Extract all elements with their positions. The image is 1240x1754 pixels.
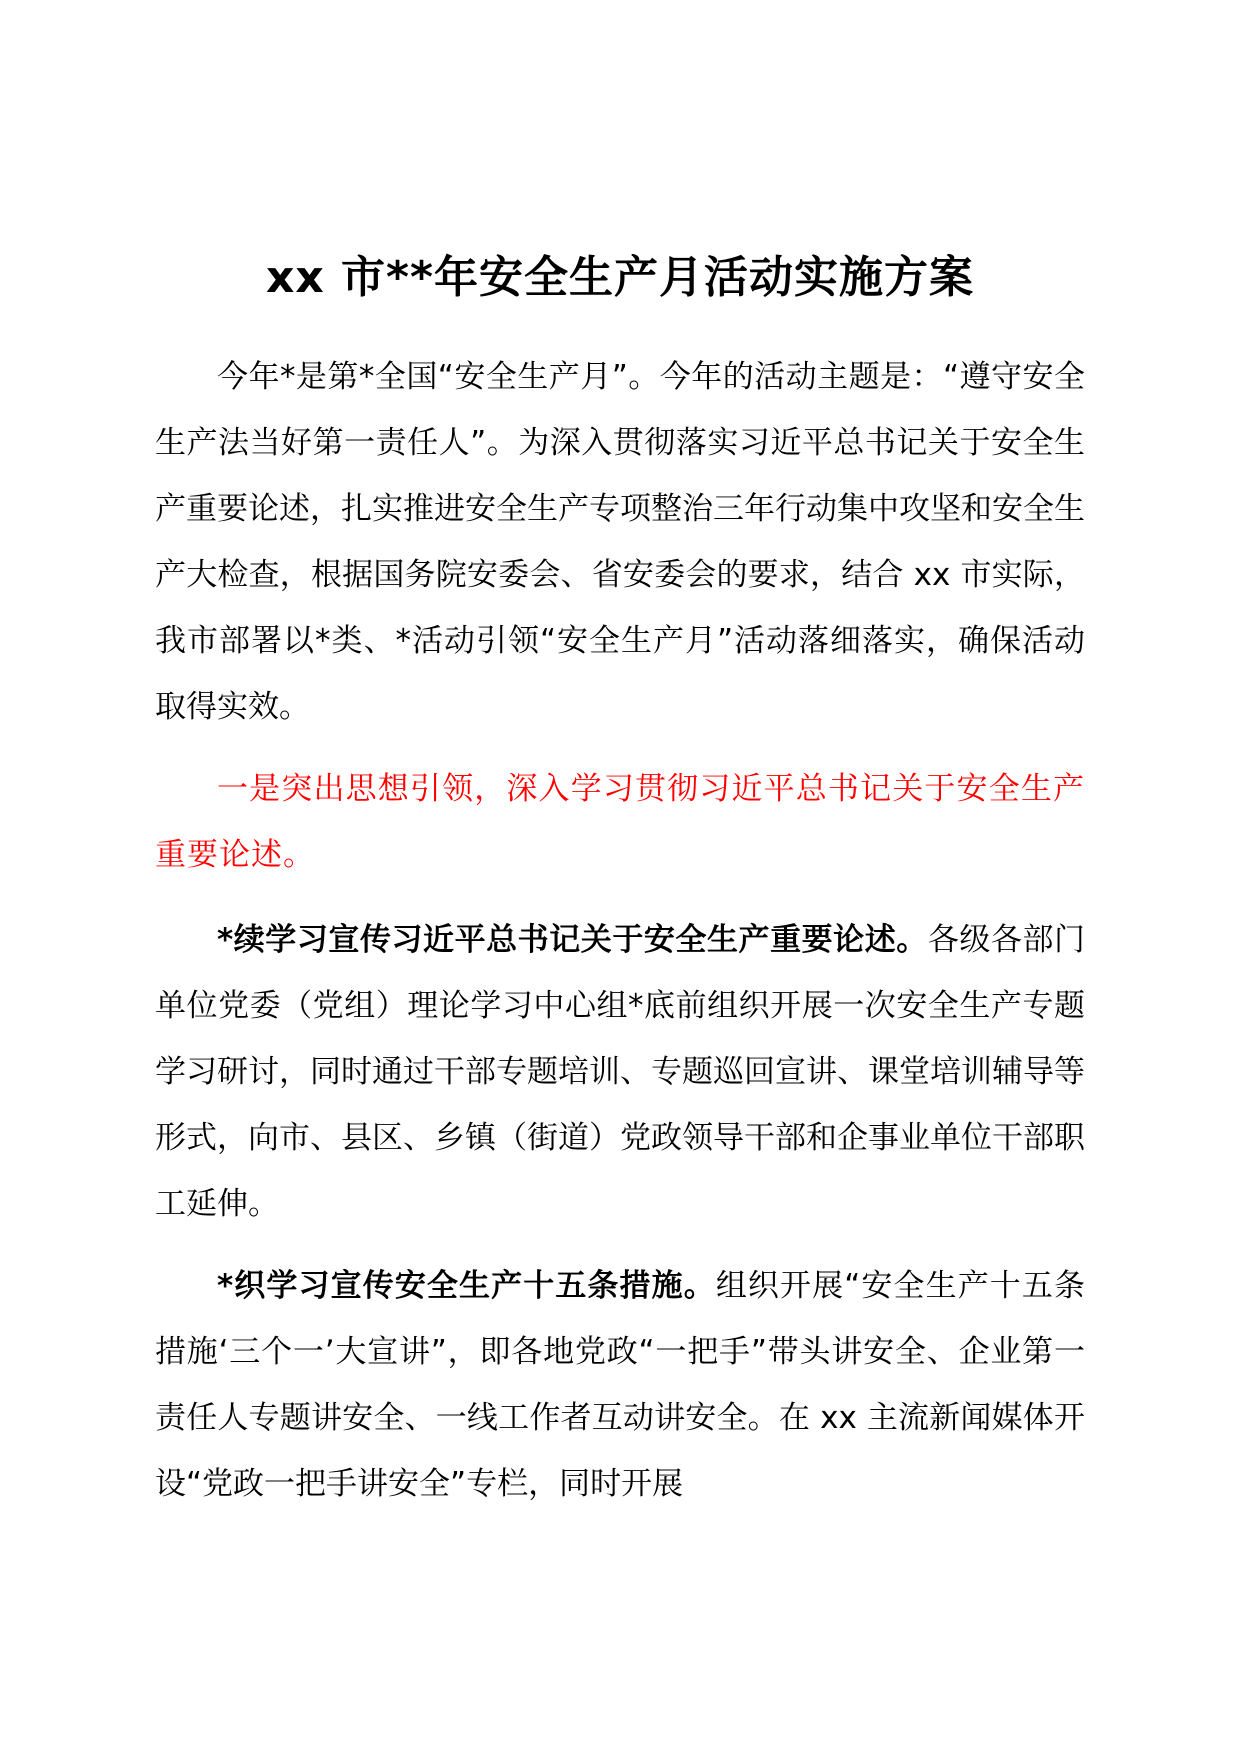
document-title: xx 市**年安全生产月活动实施方案 [265, 252, 975, 303]
intro-paragraph [155, 344, 1085, 740]
paragraph-text: 组织开展“安全生产十五条措施‘三个一’大宣讲”，即各地党政“一把手”带头讲安全、企业第一责任人专题讲安全、一线工作者互动讲安全。在 xx 主流新闻媒体开设“党政一把手讲安全”专栏，同时开展 [155, 1268, 1085, 1502]
paragraph-lead: *织学习宣传安全生产十五条措施。 [217, 1268, 716, 1304]
measures-paragraph [155, 1253, 1085, 1517]
section-heading-one [155, 756, 1085, 888]
study-paragraph [155, 907, 1085, 1237]
paragraph-text: 今年*是第*全国“安全生产月”。今年的活动主题是：“遵守安全生产法当好第一责任人”。为深入贯彻落实习近平总书记关于安全生产重要论述，扎实推进安全生产专项整治三年行动集中攻坚和安全生产大检查，根据国务院安委会、省安委会的要求，结合 xx 市实际，我市部署以*类、*活动引领“安全生产月”活动落细落实，确保活动取得实效。 [155, 359, 1085, 725]
paragraph-lead: *续学习宣传习近平总书记关于安全生产重要论述。 [217, 922, 928, 958]
paragraph-text: 一是突出思想引领，深入学习贯彻习近平总书记关于安全生产重要论述。 [155, 771, 1085, 873]
paragraph-text: 各级各部门单位党委（党组）理论学习中心组*底前组织开展一次安全生产专题学习研讨，同时通过干部专题培训、专题巡回宣讲、课堂培训辅导等形式，向市、县区、乡镇（街道）党政领导干部和企事业单位干部职工延伸。 [155, 922, 1086, 1222]
